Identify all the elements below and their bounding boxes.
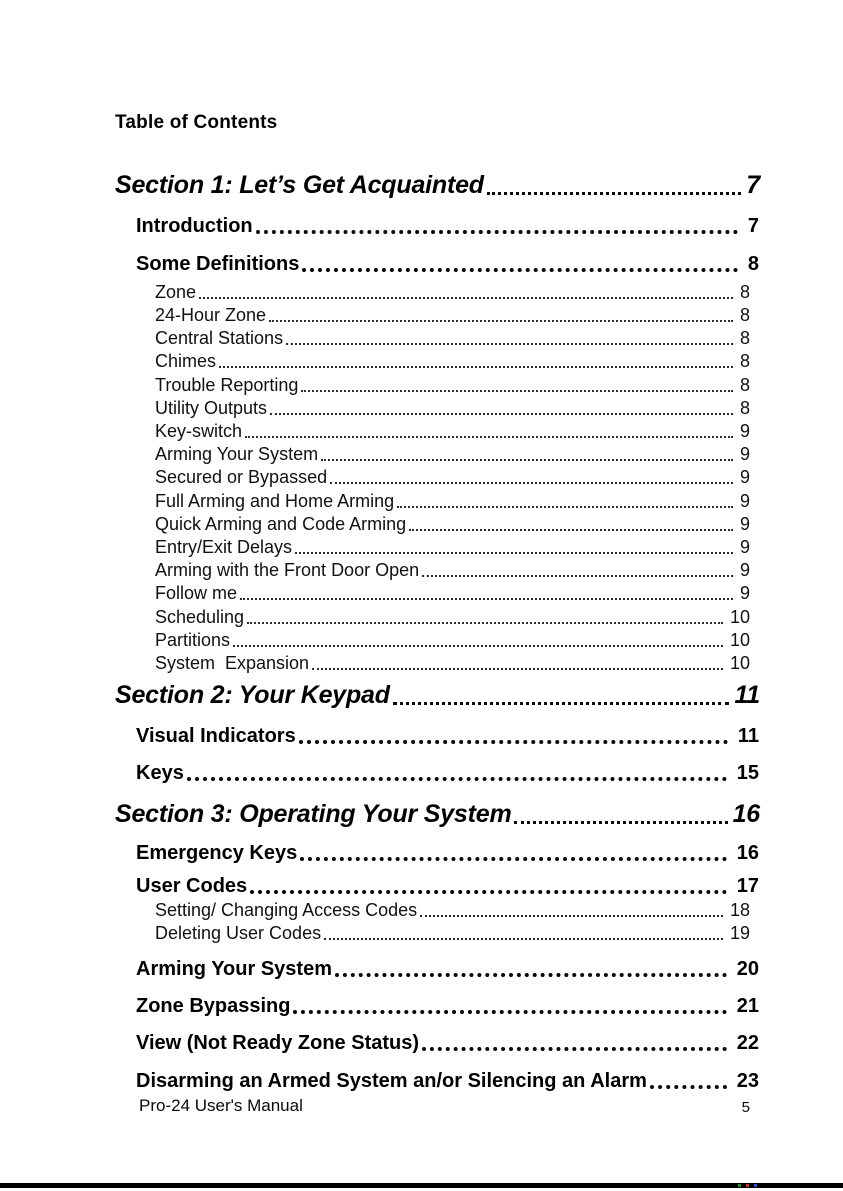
toc-entry-label: Trouble Reporting [155, 375, 299, 395]
toc-entry-label: Key-switch [155, 421, 243, 441]
toc-entry [136, 994, 759, 1018]
toc-entry [155, 281, 750, 303]
toc-page-number: 8 [739, 328, 750, 348]
toc-page-number: 11 [734, 681, 760, 709]
toc-page-number: 22 [736, 1032, 759, 1054]
toc-entry [136, 874, 759, 898]
toc-entry-label: Section 2: Your Keypad [115, 681, 390, 709]
toc-page-number: 9 [739, 421, 750, 441]
toc-page-number: 19 [729, 923, 750, 943]
toc-entry [155, 420, 750, 442]
toc-entry [136, 724, 759, 748]
scan-artifact [754, 1184, 757, 1187]
toc-entry [155, 922, 750, 944]
toc-page-number: 16 [736, 842, 759, 864]
toc-entry-label: Disarming an Armed System an/or Silencing an Alarm [136, 1070, 647, 1092]
toc-entry-label: Arming with the Front Door Open [155, 560, 420, 580]
toc-page-number: 17 [736, 875, 759, 897]
toc-entry [155, 466, 750, 488]
toc-entry-label: Follow me [155, 583, 238, 603]
toc-entry-label: Zone [155, 282, 197, 302]
toc-page-number: 8 [747, 253, 759, 275]
toc-entry-label: View (Not Ready Zone Status) [136, 1032, 420, 1054]
scan-edge-bar [0, 1183, 843, 1188]
toc-page-number: 16 [732, 800, 760, 828]
toc-entry [155, 513, 750, 535]
footer-manual-title: Pro-24 User's Manual [139, 1096, 303, 1115]
toc-page-number: 18 [729, 900, 750, 920]
toc-entry [155, 536, 750, 558]
toc-page-number: 9 [739, 444, 750, 464]
toc-entry [155, 582, 750, 604]
toc-entry-label: Scheduling [155, 607, 245, 627]
toc-entry-label: Partitions [155, 630, 231, 650]
toc-entry [155, 327, 750, 349]
page-footer [139, 1096, 750, 1116]
toc-entry-label: Utility Outputs [155, 398, 268, 418]
toc-page-number: 15 [736, 762, 759, 784]
toc-entry-label: Central Stations [155, 328, 284, 348]
toc-page-number: 21 [736, 995, 759, 1017]
toc-entry-label: Arming Your System [136, 958, 332, 980]
toc-page-number: 9 [739, 514, 750, 534]
toc-entry [155, 559, 750, 581]
toc-page-number: 10 [729, 630, 750, 650]
toc-entry-label: Section 1: Let’s Get Acquainted [115, 171, 484, 199]
scan-artifact [746, 1184, 749, 1187]
toc-entry-label: System Expansion [155, 653, 310, 673]
toc-entry [136, 1031, 759, 1055]
toc-entry [155, 899, 750, 921]
toc-entry [155, 490, 750, 512]
toc-page-number: 23 [736, 1070, 759, 1092]
toc-entry-label: Emergency Keys [136, 842, 298, 864]
toc-entry-label: Section 3: Operating Your System [115, 800, 512, 828]
toc-entry-label: Visual Indicators [136, 725, 296, 747]
toc-page-number: 10 [729, 607, 750, 627]
toc-page-number: 8 [739, 282, 750, 302]
toc-entry [136, 214, 759, 238]
toc-entry-label: Quick Arming and Code Arming [155, 514, 407, 534]
toc-entry-label: Chimes [155, 351, 217, 371]
toc-entry-label: Secured or Bypassed [155, 467, 328, 487]
toc-entry-label: Deleting User Codes [155, 923, 322, 943]
toc-page-number: 8 [739, 351, 750, 371]
toc-entry-section-3 [115, 800, 760, 829]
toc-entry-label: Zone Bypassing [136, 995, 291, 1017]
toc-entry [136, 761, 759, 785]
toc-entry-label: Full Arming and Home Arming [155, 491, 395, 511]
toc-entry-label: Setting/ Changing Access Codes [155, 900, 418, 920]
toc-entry-section-2 [115, 681, 760, 710]
toc-entry-label: Some Definitions [136, 253, 300, 275]
toc-entry [136, 1069, 759, 1093]
toc-entry-label: User Codes [136, 875, 248, 897]
toc-entry-label: 24-Hour Zone [155, 305, 267, 325]
scan-artifact [738, 1184, 741, 1187]
toc-page-number: 8 [739, 305, 750, 325]
toc-entry-label: Keys [136, 762, 184, 784]
toc-entry-label: Arming Your System [155, 444, 319, 464]
toc-page-number: 9 [739, 583, 750, 603]
toc-entry [155, 629, 750, 651]
toc-page-number: 20 [736, 958, 759, 980]
footer-page-number: 5 [741, 1099, 750, 1116]
toc-entry [155, 350, 750, 372]
toc-page-number: 10 [729, 653, 750, 673]
toc-entry [136, 252, 759, 276]
toc-entry [155, 606, 750, 628]
toc-entry [155, 397, 750, 419]
toc-entry-label: Entry/Exit Delays [155, 537, 293, 557]
toc-entry-label: Introduction [136, 215, 253, 237]
toc-entry [155, 652, 750, 674]
toc-page-number: 9 [739, 467, 750, 487]
toc-page-number: 9 [739, 491, 750, 511]
toc-page-number: 8 [739, 398, 750, 418]
toc-page-number: 7 [746, 171, 760, 199]
toc-page-number: 11 [737, 725, 759, 747]
toc-page-number: 7 [747, 215, 759, 237]
toc-page-number: 9 [739, 560, 750, 580]
toc-entry [155, 304, 750, 326]
toc-entry [155, 443, 750, 465]
toc-entry-section-1 [115, 171, 760, 200]
page-title: Table of Contents [115, 112, 278, 133]
toc-page-number: 9 [739, 537, 750, 557]
toc-entry [136, 841, 759, 865]
toc-entry [155, 374, 750, 396]
toc-page-number: 8 [739, 375, 750, 395]
toc-entry [136, 957, 759, 981]
